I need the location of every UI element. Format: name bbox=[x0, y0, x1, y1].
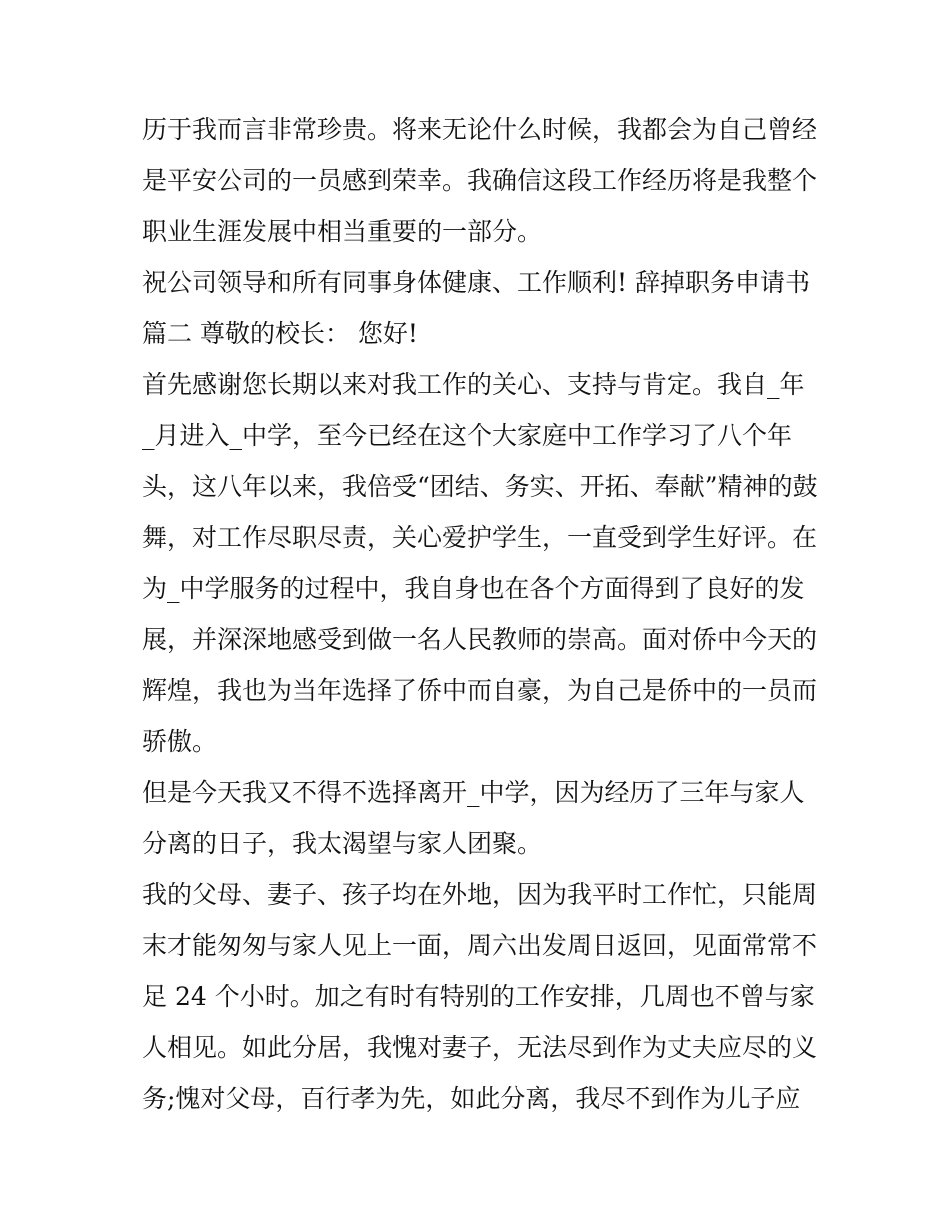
text-line: 足 24 个小时。加之有时有特别的工作安排，几周也不曾与家 bbox=[142, 982, 815, 1011]
text-line: 头，这八年以来，我倍受“团结、务实、开拓、奉献”精神的鼓 bbox=[142, 472, 818, 501]
text-line: 我的父母、妻子、孩子均在外地，因为我平时工作忙，只能周 bbox=[142, 880, 818, 909]
text-line: 展，并深深地感受到做一名人民教师的崇高。面对侨中今天的 bbox=[142, 625, 818, 654]
text-line: 辉煌，我也为当年选择了侨中而自豪，为自己是侨中的一员而 bbox=[142, 676, 818, 705]
text-line: 务;愧对父母，百行孝为先，如此分离，我尽不到作为儿子应 bbox=[142, 1084, 801, 1113]
text-line: 职业生涯发展中相当重要的一部分。 bbox=[142, 217, 543, 246]
text-line: 历于我而言非常珍贵。将来无论什么时候，我都会为自己曾经 bbox=[142, 115, 818, 144]
text-line: 末才能匆匆与家人见上一面，周六出发周日返回，见面常常不 bbox=[142, 931, 818, 960]
text-line: 人相见。如此分居，我愧对妻子，无法尽到作为丈夫应尽的义 bbox=[142, 1033, 818, 1062]
text-line: 分离的日子，我太渴望与家人团聚。 bbox=[142, 829, 543, 858]
text-line: 舞，对工作尽职尽责，关心爱护学生，一直受到学生好评。在 bbox=[142, 523, 818, 552]
text-line: 篇二 尊敬的校长： 您好! bbox=[142, 319, 418, 348]
text-line: 首先感谢您长期以来对我工作的关心、支持与肯定。我自_年 bbox=[142, 370, 805, 399]
body-text bbox=[142, 104, 822, 1124]
text-line: 为_中学服务的过程中，我自身也在各个方面得到了良好的发 bbox=[142, 574, 805, 603]
text-line: 祝公司领导和所有同事身体健康、工作顺利! 辞掉职务申请书 bbox=[142, 268, 810, 297]
text-line: 是平安公司的一员感到荣幸。我确信这段工作经历将是我整个 bbox=[142, 166, 818, 195]
text-line: _月进入_中学，至今已经在这个大家庭中工作学习了八个年 bbox=[142, 421, 793, 450]
text-line: 骄傲。 bbox=[142, 727, 218, 756]
text-line: 但是今天我又不得不选择离开_中学，因为经历了三年与家人 bbox=[142, 778, 805, 807]
